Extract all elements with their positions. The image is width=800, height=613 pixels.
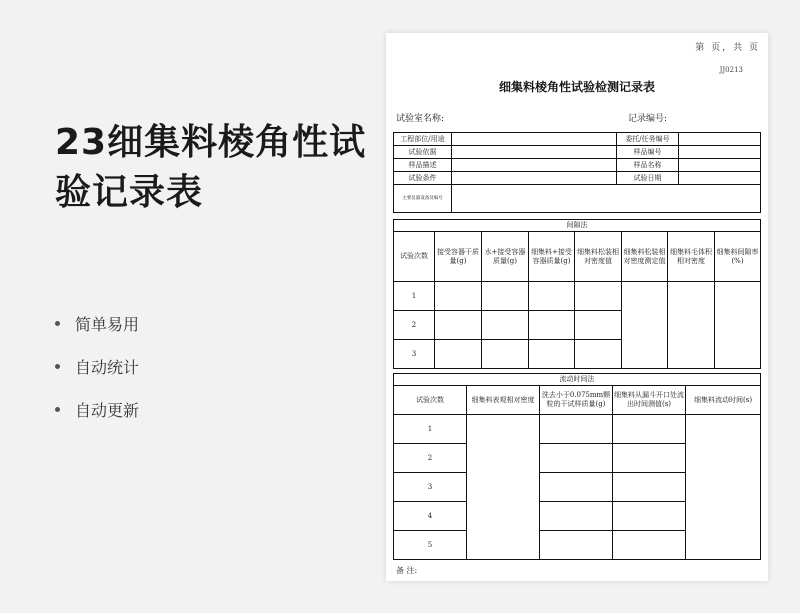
data-cell [540,473,613,502]
feature-label: 自动更新 [75,401,140,420]
data-cell [540,502,613,531]
trial-number: 3 [394,340,435,369]
feature-item [55,398,139,441]
column-header: 试验次数 [394,386,467,415]
record-no-label: 记录编号: [628,114,668,124]
data-cell [482,282,529,311]
column-header: 洗去小于0.075mm颗粒的干试样质量(g) [540,386,613,415]
trial-number: 1 [394,415,467,444]
label-cell: 样品名称 [617,159,679,172]
data-cell [686,415,761,560]
data-cell [715,282,761,369]
column-header: 水+接受容器质量(g) [482,232,529,282]
data-cell [668,282,715,369]
promo-title: 23细集料棱角性试验记录表 [55,122,367,213]
data-cell [613,531,686,560]
label-cell: 样品编号 [617,146,679,159]
value-cell [452,146,617,159]
value-cell [679,172,761,185]
column-header: 接受容器干质量(g) [435,232,482,282]
data-cell [529,282,575,311]
lab-name-label: 试验室名称: [396,114,445,124]
feature-list [55,312,139,441]
label-cell: 试验条件 [394,172,452,185]
equipment-label: 主要仪器设备及编号 [394,185,452,213]
remark-label: 备 注: [396,566,418,575]
trial-number: 2 [394,311,435,340]
column-header: 细集料松装相对密度测定值 [622,232,668,282]
data-cell [575,311,622,340]
data-cell [540,415,613,444]
data-cell [529,311,575,340]
data-cell [575,340,622,369]
trial-number: 3 [394,473,467,502]
data-cell [435,311,482,340]
feature-label: 简单易用 [75,315,140,334]
form-code: JJ0213 [719,66,743,74]
data-cell [613,473,686,502]
column-header: 细集料从漏斗开口处流出时间测值(s) [613,386,686,415]
data-cell [529,340,575,369]
data-cell [575,282,622,311]
label-cell: 工程部位/用途 [394,133,452,146]
data-cell [482,311,529,340]
sheet-title: 细集料棱角性试验检测记录表 [498,80,655,94]
flow-time-table [393,373,761,560]
column-header: 细集料表观相对密度 [467,386,540,415]
data-cell [467,415,540,560]
value-cell [679,133,761,146]
bullet-icon [55,364,60,369]
gap-method-table [393,219,761,369]
record-sheet-preview [386,33,768,581]
data-cell [482,340,529,369]
value-cell [452,133,617,146]
data-cell [540,444,613,473]
bullet-icon [55,407,60,412]
data-cell [613,415,686,444]
label-cell: 委托/任务编号 [617,133,679,146]
feature-label: 自动统计 [75,358,140,377]
trial-number: 5 [394,531,467,560]
data-cell [613,502,686,531]
section-header: 间隙法 [394,220,761,232]
trial-number: 2 [394,444,467,473]
equipment-value [452,185,761,213]
column-header: 细集料间隙率(%) [715,232,761,282]
value-cell [679,146,761,159]
info-table [393,132,761,213]
data-cell [435,282,482,311]
trial-number: 4 [394,502,467,531]
data-cell [540,531,613,560]
label-cell: 试验依据 [394,146,452,159]
value-cell [452,159,617,172]
column-header: 细集料毛体积相对密度 [668,232,715,282]
label-cell: 试验日期 [617,172,679,185]
trial-number: 1 [394,282,435,311]
bullet-icon [55,321,60,326]
column-header: 细集料流动时间(s) [686,386,761,415]
feature-item [55,355,139,398]
value-cell [452,172,617,185]
data-cell [435,340,482,369]
page-info: 第 页，共 页 [695,43,760,53]
column-header: 细集料松装相对密度值 [575,232,622,282]
column-header: 试验次数 [394,232,435,282]
section-header: 流动时间法 [394,374,761,386]
value-cell [679,159,761,172]
column-header: 细集料+接受容器质量(g) [529,232,575,282]
label-cell: 样品描述 [394,159,452,172]
data-cell [622,282,668,369]
data-cell [613,444,686,473]
feature-item [55,312,139,355]
